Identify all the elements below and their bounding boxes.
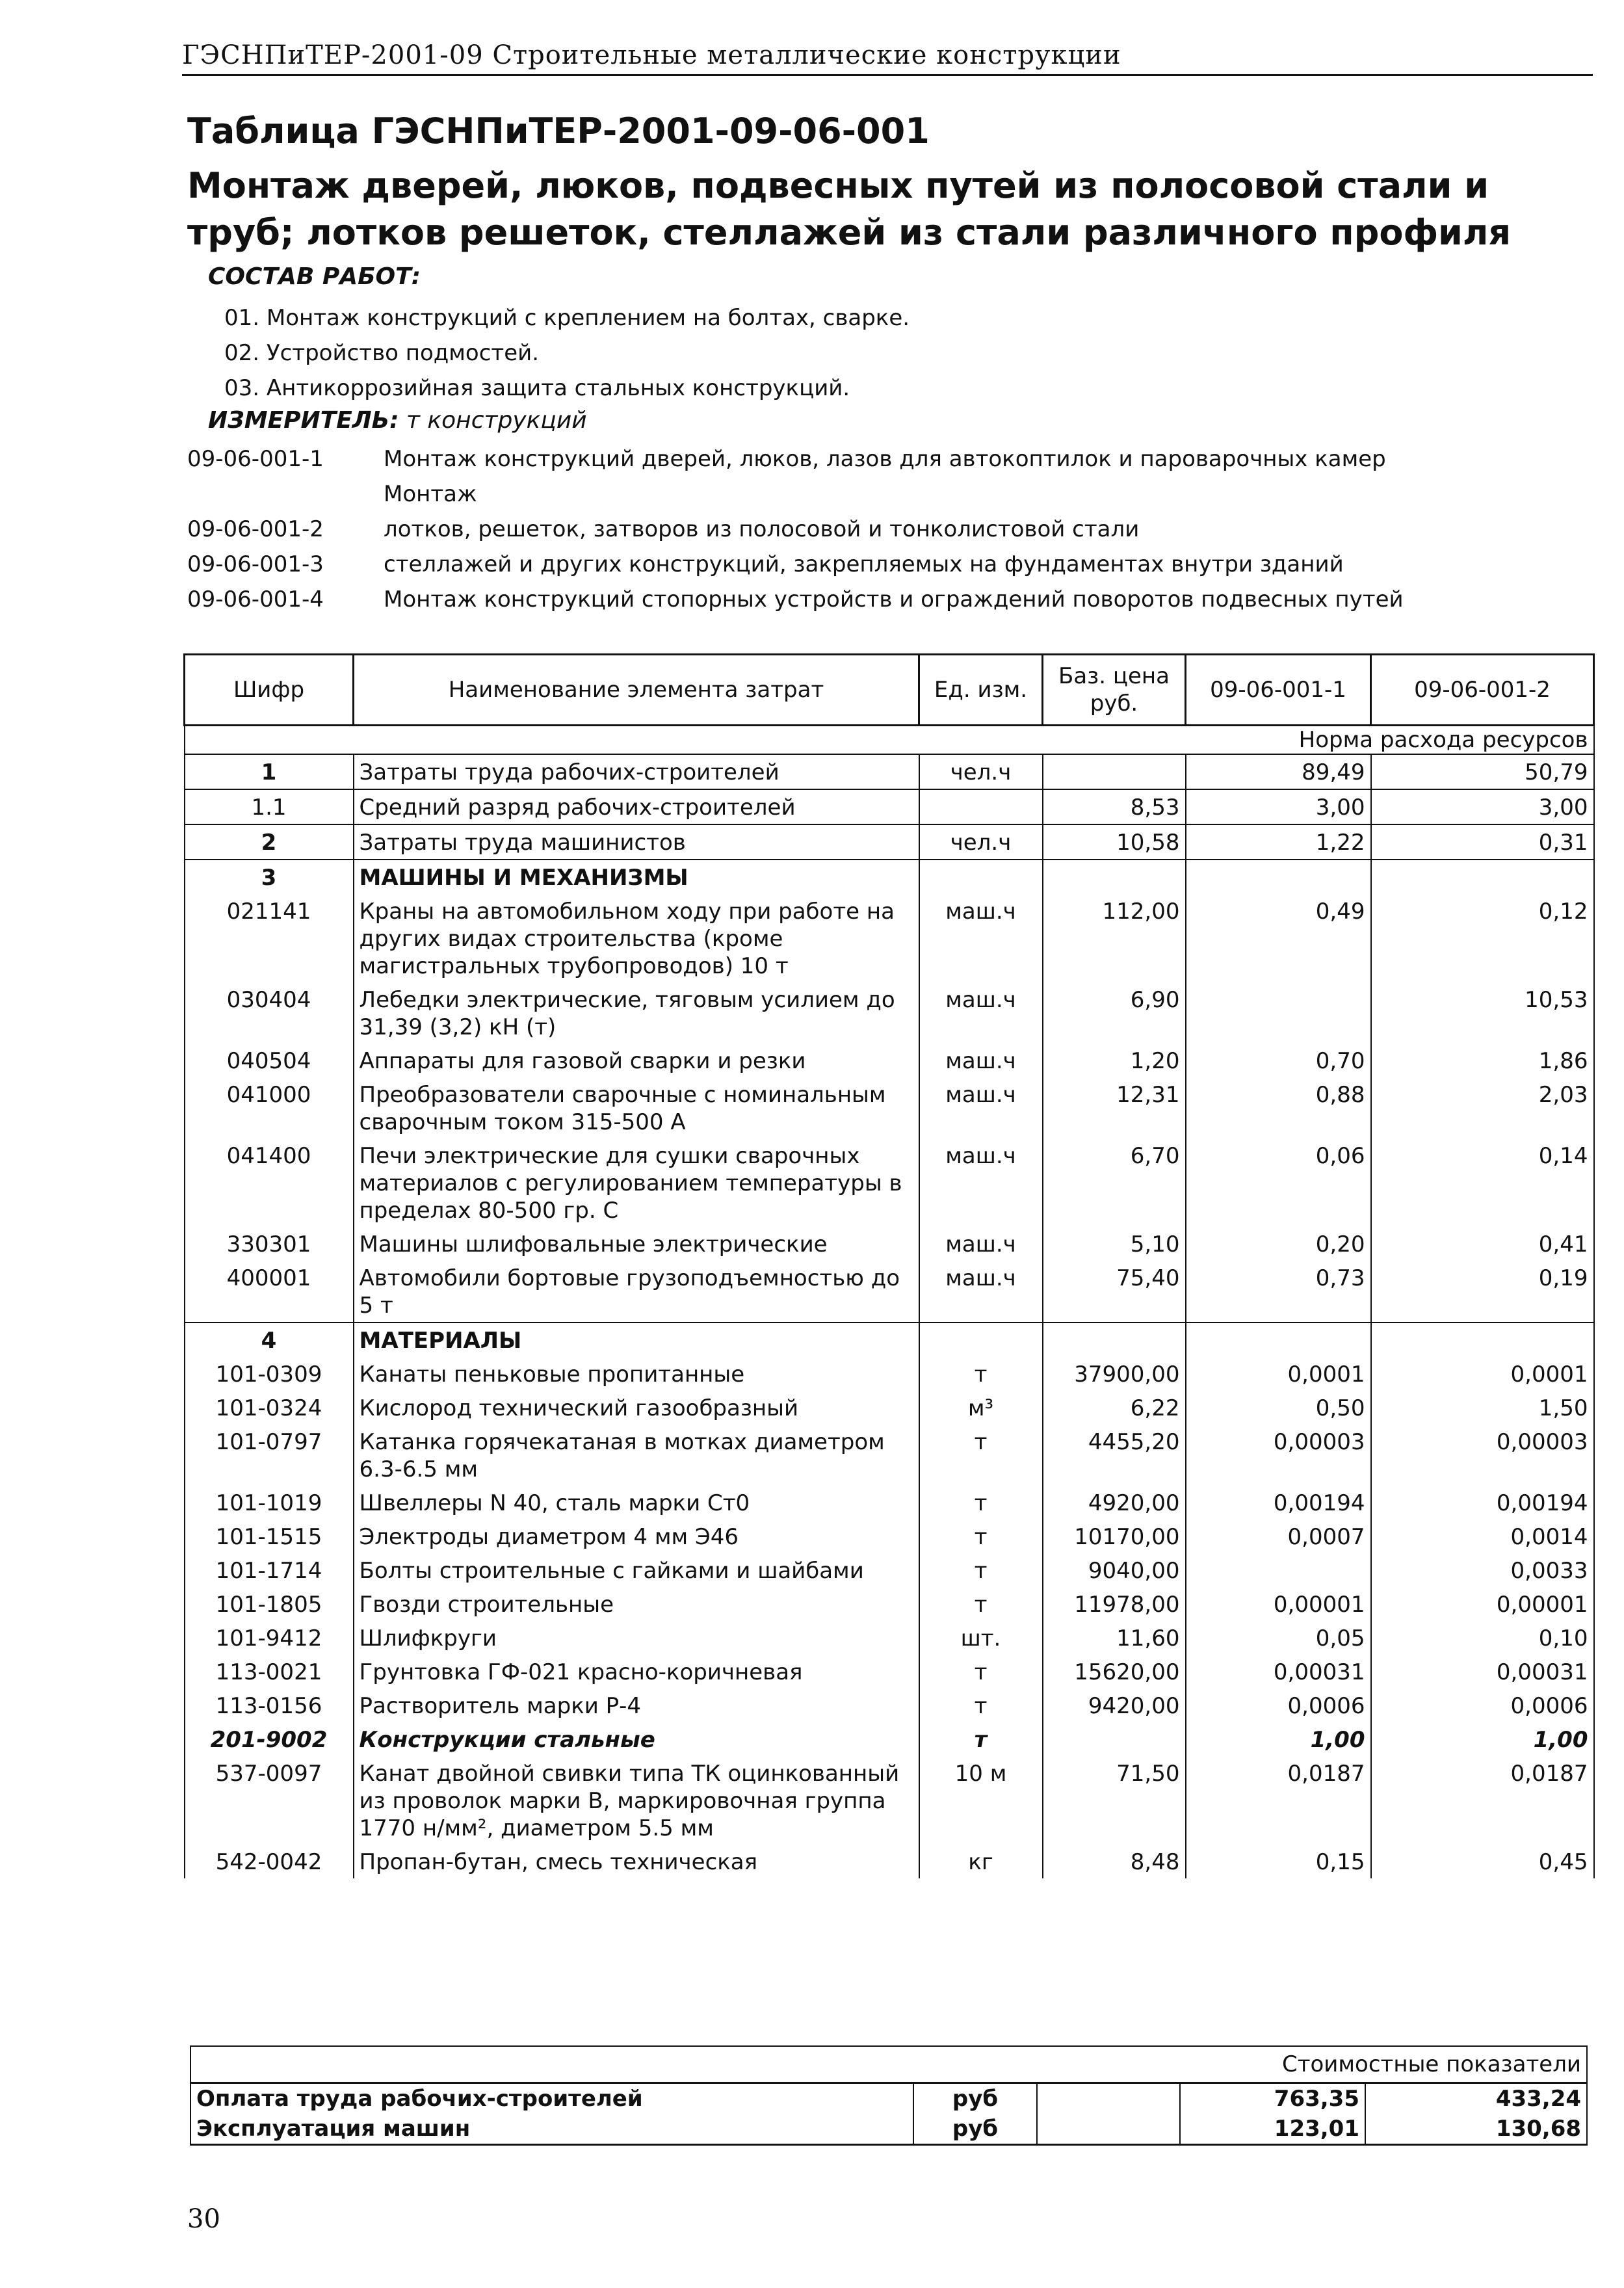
row-name: Канаты пеньковые пропитанные — [354, 1357, 919, 1391]
row-value-2: 0,00194 — [1371, 1486, 1594, 1519]
row-value-2: 1,86 — [1371, 1044, 1594, 1077]
cost-value-1: 763,35 — [1180, 2083, 1365, 2114]
row-code: 101-0797 — [185, 1425, 354, 1486]
row-unit — [919, 789, 1043, 824]
row-price: 6,70 — [1043, 1138, 1186, 1227]
row-code: 2 — [185, 824, 354, 860]
row-value-2: 0,00003 — [1371, 1425, 1594, 1486]
row-code: 113-0156 — [185, 1689, 354, 1722]
row-price: 12,31 — [1043, 1077, 1186, 1138]
row-price: 11,60 — [1043, 1621, 1186, 1655]
row-value-2: 0,14 — [1371, 1138, 1594, 1227]
code-description: стеллажей и других конструкций, закрепляемых на фундаментах внутри зданий — [384, 551, 1344, 577]
header-unit: Ед. изм. — [919, 655, 1043, 726]
row-value-1 — [1186, 982, 1371, 1044]
table-row — [185, 1553, 1594, 1587]
row-value-1: 89,49 — [1186, 754, 1371, 789]
row-value-2: 0,0006 — [1371, 1689, 1594, 1722]
header-name: Наименование элемента затрат — [354, 655, 919, 726]
row-unit: м³ — [919, 1391, 1043, 1425]
table-row — [185, 754, 1594, 789]
row-value-2: 1,00 — [1371, 1722, 1594, 1756]
row-price: 9040,00 — [1043, 1553, 1186, 1587]
row-price: 4920,00 — [1043, 1486, 1186, 1519]
row-unit: т — [919, 1689, 1043, 1722]
page-number: 30 — [187, 2204, 220, 2234]
row-value-1: 0,20 — [1186, 1227, 1371, 1261]
row-unit: маш.ч — [919, 1138, 1043, 1227]
cost-name: Эксплуатация машин — [190, 2114, 913, 2145]
row-code: 101-1019 — [185, 1486, 354, 1519]
row-name: Лебедки электрические, тяговым усилием до 31,39 (3,2) кН (т) — [354, 982, 919, 1044]
row-code: 201-9002 — [185, 1722, 354, 1756]
row-code: 330301 — [185, 1227, 354, 1261]
row-value-2: 0,0001 — [1371, 1357, 1594, 1391]
row-code: 021141 — [185, 894, 354, 982]
row-unit: чел.ч — [919, 824, 1043, 860]
row-price: 75,40 — [1043, 1261, 1186, 1322]
work-item: 03. Антикоррозийная защита стальных конструкций. — [224, 375, 850, 401]
work-item: 01. Монтаж конструкций с креплением на болтах, сварке. — [224, 305, 910, 331]
row-price: 5,10 — [1043, 1227, 1186, 1261]
row-code: 101-0324 — [185, 1391, 354, 1425]
row-value-1: 0,73 — [1186, 1261, 1371, 1322]
table-row — [185, 860, 1594, 894]
composition-label: СОСТАВ РАБОТ: — [208, 263, 421, 290]
code-number: 09-06-001-2 — [187, 516, 324, 542]
row-value-1 — [1186, 1553, 1371, 1587]
row-name: Болты строительные с гайками и шайбами — [354, 1553, 919, 1587]
row-unit: т — [919, 1425, 1043, 1486]
table-row — [185, 1519, 1594, 1553]
row-value-1 — [1186, 860, 1371, 894]
row-price: 37900,00 — [1043, 1357, 1186, 1391]
row-name: Автомобили бортовые грузоподъемностью до 5 т — [354, 1261, 919, 1322]
cost-unit: руб — [913, 2114, 1037, 2145]
row-name: МАТЕРИАЛЫ — [354, 1322, 919, 1357]
row-name: Печи электрические для сушки сварочных материалов с регулированием температуры в пределах 80-500 гр. С — [354, 1138, 919, 1227]
table-row — [185, 1722, 1594, 1756]
row-code: 101-1515 — [185, 1519, 354, 1553]
row-name: Канат двойной свивки типа ТК оцинкованный из проволок марки В, маркировочная группа 1770 н/мм², диаметром 5.5 мм — [354, 1756, 919, 1845]
row-value-1: 0,0001 — [1186, 1357, 1371, 1391]
row-code: 041000 — [185, 1077, 354, 1138]
row-price: 10,58 — [1043, 824, 1186, 860]
row-price — [1043, 1722, 1186, 1756]
row-value-2: 0,10 — [1371, 1621, 1594, 1655]
table-row — [185, 1486, 1594, 1519]
resource-table — [183, 653, 1595, 1878]
row-value-2: 10,53 — [1371, 982, 1594, 1044]
row-unit: маш.ч — [919, 1077, 1043, 1138]
row-value-1: 0,00031 — [1186, 1655, 1371, 1689]
row-value-1: 3,00 — [1186, 789, 1371, 824]
table-row — [185, 1845, 1594, 1878]
row-unit: т — [919, 1486, 1043, 1519]
table-row — [185, 1587, 1594, 1621]
row-value-1: 0,0007 — [1186, 1519, 1371, 1553]
row-price: 112,00 — [1043, 894, 1186, 982]
row-code: 542-0042 — [185, 1845, 354, 1878]
header-col-1: 09-06-001-1 — [1186, 655, 1371, 726]
table-row — [185, 1322, 1594, 1357]
row-value-1: 0,05 — [1186, 1621, 1371, 1655]
table-row — [185, 1138, 1594, 1227]
row-name: Шлифкруги — [354, 1621, 919, 1655]
cost-value-2: 130,68 — [1365, 2114, 1587, 2145]
row-code: 030404 — [185, 982, 354, 1044]
row-code: 041400 — [185, 1138, 354, 1227]
row-unit: т — [919, 1357, 1043, 1391]
row-value-2: 0,19 — [1371, 1261, 1594, 1322]
row-price: 15620,00 — [1043, 1655, 1186, 1689]
row-name: Аппараты для газовой сварки и резки — [354, 1044, 919, 1077]
row-price: 1,20 — [1043, 1044, 1186, 1077]
row-value-2: 0,45 — [1371, 1845, 1594, 1878]
row-name: Катанка горячекатаная в мотках диаметром 6.3-6.5 мм — [354, 1425, 919, 1486]
row-unit: маш.ч — [919, 1227, 1043, 1261]
row-price — [1043, 754, 1186, 789]
row-value-2: 0,12 — [1371, 894, 1594, 982]
table-row — [185, 894, 1594, 982]
row-value-1: 0,00001 — [1186, 1587, 1371, 1621]
header-col-2: 09-06-001-2 — [1371, 655, 1594, 726]
row-code: 101-1714 — [185, 1553, 354, 1587]
cost-row — [190, 2114, 1587, 2145]
row-name: Затраты труда рабочих-строителей — [354, 754, 919, 789]
cost-table — [190, 2045, 1588, 2146]
row-value-2: 0,0014 — [1371, 1519, 1594, 1553]
measure-line — [208, 407, 587, 434]
row-code: 101-0309 — [185, 1357, 354, 1391]
row-unit: 10 м — [919, 1756, 1043, 1845]
row-unit: маш.ч — [919, 982, 1043, 1044]
code-number: 09-06-001-3 — [187, 551, 324, 577]
row-unit: т — [919, 1722, 1043, 1756]
row-name: Электроды диаметром 4 мм Э46 — [354, 1519, 919, 1553]
row-value-1 — [1186, 1322, 1371, 1357]
row-name: Краны на автомобильном ходу при работе на других видах строительства (кроме магистральных трубопроводов) 10 т — [354, 894, 919, 982]
norm-label: Норма расхода ресурсов — [185, 726, 1594, 755]
row-value-2: 0,0187 — [1371, 1756, 1594, 1845]
table-row — [185, 824, 1594, 860]
row-price: 71,50 — [1043, 1756, 1186, 1845]
row-name: Средний разряд рабочих-строителей — [354, 789, 919, 824]
row-value-2: 0,00001 — [1371, 1587, 1594, 1621]
header-code: Шифр — [185, 655, 354, 726]
code-number: 09-06-001-4 — [187, 586, 324, 612]
cost-price-cell — [1037, 2114, 1180, 2145]
row-unit: т — [919, 1587, 1043, 1621]
cost-unit: руб — [913, 2083, 1037, 2114]
cost-value-1: 123,01 — [1180, 2114, 1365, 2145]
measure-label: ИЗМЕРИТЕЛЬ: — [208, 407, 399, 434]
cost-price-cell — [1037, 2083, 1180, 2114]
row-code: 4 — [185, 1322, 354, 1357]
row-value-1: 0,0006 — [1186, 1689, 1371, 1722]
row-unit — [919, 860, 1043, 894]
row-code: 537-0097 — [185, 1756, 354, 1845]
row-code: 400001 — [185, 1261, 354, 1322]
table-row — [185, 1655, 1594, 1689]
cost-header-row — [190, 2046, 1587, 2083]
table-row — [185, 982, 1594, 1044]
row-value-1: 0,0187 — [1186, 1756, 1371, 1845]
row-value-2: 0,31 — [1371, 824, 1594, 860]
row-price — [1043, 860, 1186, 894]
row-value-1: 1,00 — [1186, 1722, 1371, 1756]
cost-row — [190, 2083, 1587, 2114]
row-price: 10170,00 — [1043, 1519, 1186, 1553]
row-price: 8,53 — [1043, 789, 1186, 824]
running-head: ГЭСНПиТЕР-2001-09 Строительные металлические конструкции — [182, 40, 1593, 76]
row-value-1: 0,50 — [1186, 1391, 1371, 1425]
code-description: лотков, решеток, затворов из полосовой и тонколистовой стали — [384, 516, 1140, 542]
row-code: 101-9412 — [185, 1621, 354, 1655]
table-row — [185, 1357, 1594, 1391]
row-unit: т — [919, 1553, 1043, 1587]
row-code: 1.1 — [185, 789, 354, 824]
row-value-1: 0,49 — [1186, 894, 1371, 982]
row-code: 1 — [185, 754, 354, 789]
table-header-row — [185, 655, 1594, 726]
row-unit: маш.ч — [919, 1261, 1043, 1322]
table-row — [185, 1261, 1594, 1322]
row-name: Машины шлифовальные электрические — [354, 1227, 919, 1261]
work-list — [224, 300, 910, 406]
row-value-2 — [1371, 1322, 1594, 1357]
table-row — [185, 789, 1594, 824]
table-row — [185, 1391, 1594, 1425]
row-code: 3 — [185, 860, 354, 894]
row-price: 6,22 — [1043, 1391, 1186, 1425]
row-code: 101-1805 — [185, 1587, 354, 1621]
row-value-1: 0,15 — [1186, 1845, 1371, 1878]
row-value-2: 3,00 — [1371, 789, 1594, 824]
table-row — [185, 1689, 1594, 1722]
table-row — [185, 1227, 1594, 1261]
row-unit: маш.ч — [919, 1044, 1043, 1077]
row-name: Конструкции стальные — [354, 1722, 919, 1756]
row-name: Затраты труда машинистов — [354, 824, 919, 860]
row-price: 9420,00 — [1043, 1689, 1186, 1722]
row-value-1: 0,00194 — [1186, 1486, 1371, 1519]
row-price: 4455,20 — [1043, 1425, 1186, 1486]
row-name: Гвозди строительные — [354, 1587, 919, 1621]
row-value-1: 0,88 — [1186, 1077, 1371, 1138]
cost-value-2: 433,24 — [1365, 2083, 1587, 2114]
row-value-1: 0,06 — [1186, 1138, 1371, 1227]
work-item: 02. Устройство подмостей. — [224, 340, 540, 366]
row-code: 113-0021 — [185, 1655, 354, 1689]
row-value-2: 0,00031 — [1371, 1655, 1594, 1689]
table-row — [185, 1077, 1594, 1138]
measure-unit: т конструкций — [406, 407, 587, 434]
row-price: 11978,00 — [1043, 1587, 1186, 1621]
row-unit: т — [919, 1519, 1043, 1553]
code-number: 09-06-001-1 — [187, 446, 324, 472]
row-value-2: 0,41 — [1371, 1227, 1594, 1261]
row-name: Пропан-бутан, смесь техническая — [354, 1845, 919, 1878]
row-value-1: 0,00003 — [1186, 1425, 1371, 1486]
row-name: Кислород технический газообразный — [354, 1391, 919, 1425]
row-name: МАШИНЫ И МЕХАНИЗМЫ — [354, 860, 919, 894]
row-name: Растворитель марки Р-4 — [354, 1689, 919, 1722]
row-unit: чел.ч — [919, 754, 1043, 789]
row-value-1: 1,22 — [1186, 824, 1371, 860]
norm-row — [185, 726, 1594, 755]
row-value-2: 0,0033 — [1371, 1553, 1594, 1587]
row-price: 6,90 — [1043, 982, 1186, 1044]
header-price: Баз. цена руб. — [1043, 655, 1186, 726]
row-value-2 — [1371, 860, 1594, 894]
code-description: Монтаж — [384, 481, 477, 507]
row-name: Швеллеры N 40, сталь марки Ст0 — [354, 1486, 919, 1519]
table-row — [185, 1756, 1594, 1845]
row-code: 040504 — [185, 1044, 354, 1077]
table-row — [185, 1621, 1594, 1655]
code-description: Монтаж конструкций дверей, люков, лазов для автокоптилок и пароварочных камер — [384, 446, 1386, 472]
code-description: Монтаж конструкций стопорных устройств и ограждений поворотов подвесных путей — [384, 586, 1404, 612]
row-value-2: 2,03 — [1371, 1077, 1594, 1138]
row-price — [1043, 1322, 1186, 1357]
row-unit: кг — [919, 1845, 1043, 1878]
row-name: Преобразователи сварочные с номинальным сварочным током 315-500 А — [354, 1077, 919, 1138]
row-unit: маш.ч — [919, 894, 1043, 982]
row-unit: т — [919, 1655, 1043, 1689]
table-row — [185, 1425, 1594, 1486]
row-unit: шт. — [919, 1621, 1043, 1655]
row-unit — [919, 1322, 1043, 1357]
cost-header: Стоимостные показатели — [190, 2046, 1587, 2083]
row-value-1: 0,70 — [1186, 1044, 1371, 1077]
table-title: Таблица ГЭСНПиТЕР-2001-09-06-001 — [187, 111, 930, 151]
cost-name: Оплата труда рабочих-строителей — [190, 2083, 913, 2114]
row-price: 8,48 — [1043, 1845, 1186, 1878]
row-value-2: 1,50 — [1371, 1391, 1594, 1425]
table-row — [185, 1044, 1594, 1077]
row-value-2: 50,79 — [1371, 754, 1594, 789]
row-name: Грунтовка ГФ-021 красно-коричневая — [354, 1655, 919, 1689]
table-subtitle: Монтаж дверей, люков, подвесных путей из полосовой стали и труб; лотков решеток, стеллажей из стали различного профиля — [187, 165, 1512, 253]
